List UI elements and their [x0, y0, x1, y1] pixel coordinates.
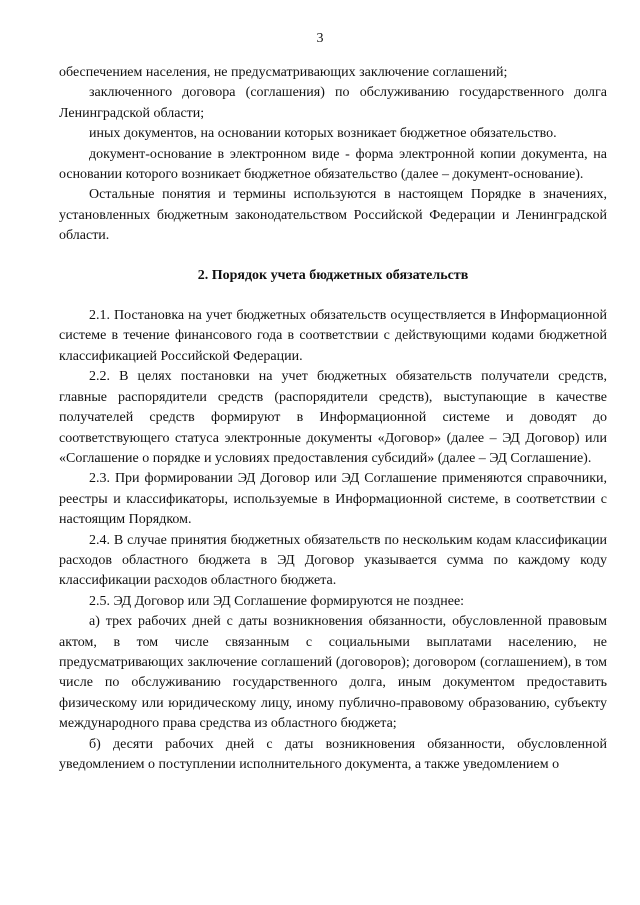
section-paragraph: 2.2. В целях постановки на учет бюджетных обязательств получатели средств, главные распорядители средств (распорядители средств), выступающие в качестве получателей средств формируют в Информационной системе и доводят до соответствующего статуса электронные документы «Договор» (далее – ЭД Договор) или «Соглашение о порядке и условиях предоставления субсидий» (далее – ЭД Соглашение). — [59, 369, 607, 466]
section-paragraph: а) трех рабочих дней с даты возникновения обязанности, обусловленной правовым актом, в том числе связанным с социальными выплатами населению, не предусматривающих заключение соглашений (договоров); договором (соглашением), в том числе по обслуживанию государственного долга, иным документом предоставить физическому или юридическому лицу, иному публично-правовому образованию, субъекту международного права средства из областного бюджета; — [59, 614, 607, 732]
section-paragraph: 2.3. При формировании ЭД Договор или ЭД Соглашение применяются справочники, реестры и классификаторы, используемые в Информационной системе, в соответствии с настоящим Порядком. — [59, 471, 607, 528]
section-paragraph: 2.1. Постановка на учет бюджетных обязательств осуществляется в Информационной системе в течение финансового года в соответствии с действующими кодами бюджетной классификацией Российской Федерации. — [59, 308, 607, 364]
section-paragraph: 2.4. В случае принятия бюджетных обязательств по нескольким кодам классификации расходов областного бюджета в ЭД Договор указывается сумма по каждому коду классификации расходов областного бюджета. — [59, 532, 607, 589]
paragraph: Остальные понятия и термины используются в настоящем Порядке в значениях, установленных бюджетным законодательством Российской Федерации и Ленинградской области. — [59, 187, 607, 244]
section-paragraph: б) десяти рабочих дней с даты возникновения обязанности, обусловленной уведомлением о поступлении исполнительного документа, а также уведомлением о — [59, 736, 607, 772]
paragraph: заключенного договора (соглашения) по обслуживанию государственного долга Ленинградской области; — [59, 85, 607, 121]
paragraph: документ-основание в электронном виде - форма электронной копии документа, на основании которого возникает бюджетное обязательство (далее – документ-основание). — [59, 146, 607, 183]
document-body — [59, 63, 607, 775]
paragraph: обеспечением населения, не предусматривающих заключение соглашений; — [59, 65, 508, 80]
paragraph: иных документов, на основании которых возникает бюджетное обязательство. — [89, 126, 557, 142]
section-heading: 2. Порядок учета бюджетных обязательств — [197, 267, 469, 283]
page-number: 3 — [316, 31, 324, 46]
section-paragraph: 2.5. ЭД Договор или ЭД Соглашение формируются не позднее: — [89, 593, 465, 609]
